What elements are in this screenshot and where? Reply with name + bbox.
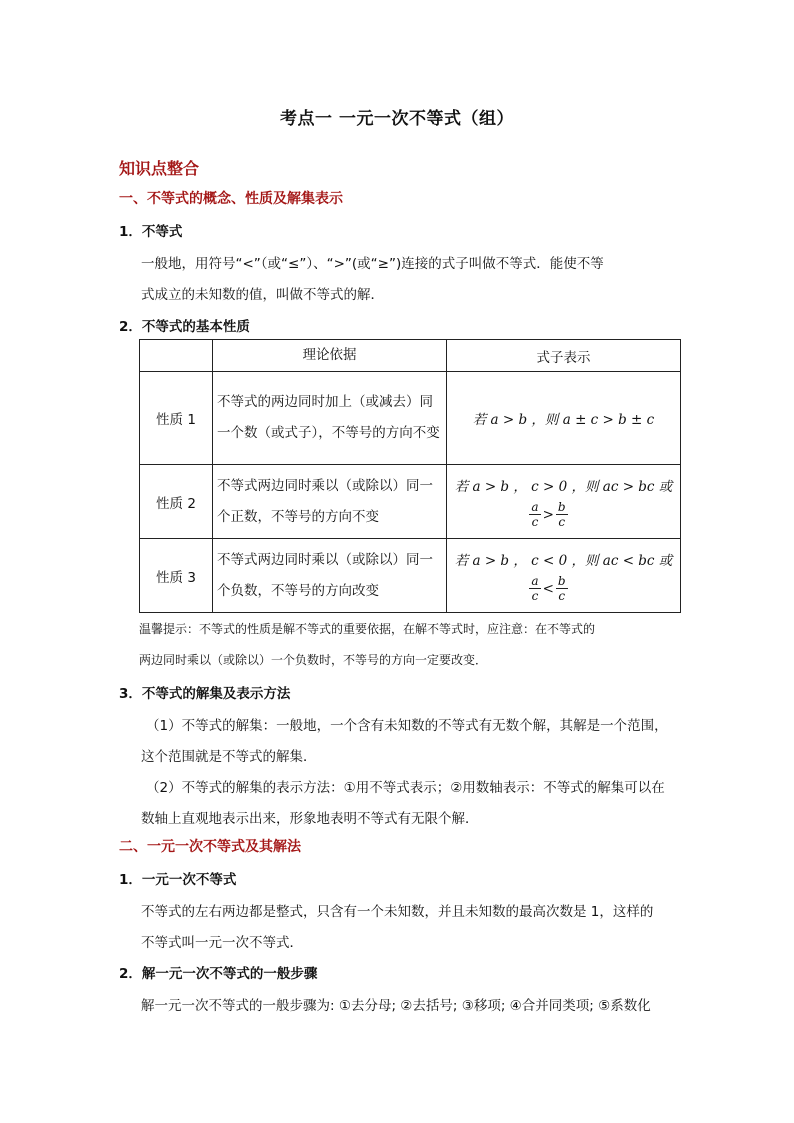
fraction-right: $\frac{b}{c}$ [557, 500, 566, 529]
property-formula [447, 465, 681, 539]
formula-text: 若 a > b ，则 a ± c > b ± c [472, 412, 655, 428]
major-heading: 知识点整合 [119, 159, 200, 178]
section2-heading: 二、一元一次不等式及其解法 [119, 839, 301, 855]
s2-item1-line1: 不等式的左右两边都是整式，只含有一个未知数，并且未知数的最高次数是 1，这样的 [141, 904, 654, 920]
s2-item1-label: 1．一元一次不等式 [119, 872, 237, 888]
table-row [140, 465, 681, 539]
property-name: 性质 2 [140, 465, 213, 539]
formula-fraction [451, 574, 646, 603]
properties-table [139, 339, 681, 613]
item1-line1: 一般地，用符号“<”（或“≤”）、“>”(或“≥”)连接的式子叫做不等式．能使不等 [141, 256, 604, 272]
property-formula [447, 539, 681, 613]
item1-label: 1．不等式 [119, 224, 183, 240]
section1-heading: 一、不等式的概念、性质及解集表示 [119, 191, 343, 207]
header-cell-basis: 理论依据 [213, 340, 447, 372]
header-cell-formula: 式子表示 [447, 340, 681, 372]
tip-line1: 温馨提示：不等式的性质是解不等式的重要依据，在解不等式时，应注意：在不等式的 [139, 622, 596, 636]
item3-p2-line2: 数轴上直观地表示出来，形象地表明不等式有无限个解． [141, 811, 479, 827]
s2-item2-line1: 解一元一次不等式的一般步骤为: ①去分母; ②去括号; ③移项; ④合并同类项; ⑤系数化 [141, 998, 651, 1014]
property-basis: 不等式两边同时乘以（或除以）同一个负数，不等号的方向改变 [213, 539, 447, 613]
item3-p1-line2: 这个范围就是不等式的解集． [141, 749, 317, 765]
formula-text: 若 a > b ， c < 0 ，则 ac < bc 或 [454, 553, 673, 569]
fraction-left: $\frac{a}{c}$ [531, 574, 539, 603]
property-basis: 不等式两边同时乘以（或除以）同一个正数，不等号的方向不变 [213, 465, 447, 539]
page-title: 考点一 一元一次不等式（组） [280, 109, 514, 129]
fraction-operator: > [542, 506, 554, 523]
fraction-right: $\frac{b}{c}$ [557, 574, 566, 603]
header-cell-empty [140, 340, 213, 372]
item3-label: 3．不等式的解集及表示方法 [119, 686, 291, 702]
s2-item1-line2: 不等式叫一元一次不等式． [141, 935, 303, 951]
property-name: 性质 1 [140, 372, 213, 465]
table-row [140, 539, 681, 613]
table-header-row [140, 340, 681, 372]
table-row [140, 372, 681, 465]
item3-p2-line1: （2）不等式的解集的表示方法：①用不等式表示；②用数轴表示：不等式的解集可以在 [146, 780, 665, 796]
s2-item2-label: 2．解一元一次不等式的一般步骤 [119, 966, 318, 982]
property-formula [447, 372, 681, 465]
fraction-operator: < [542, 580, 554, 597]
property-basis: 不等式的两边同时加上（或减去）同一个数（或式子），不等号的方向不变 [213, 372, 447, 465]
item2-label: 2．不等式的基本性质 [119, 319, 250, 335]
property-name: 性质 3 [140, 539, 213, 613]
item1-line2: 式成立的未知数的值，叫做不等式的解． [141, 287, 384, 303]
formula-fraction [451, 500, 646, 529]
formula-text: 若 a > b ， c > 0 ，则 ac > bc 或 [454, 479, 673, 495]
tip-line2: 两边同时乘以（或除以）一个负数时，不等号的方向一定要改变． [139, 653, 488, 667]
item3-p1-line1: （1）不等式的解集：一般地，一个含有未知数的不等式有无数个解，其解是一个范围， [146, 718, 668, 734]
fraction-left: $\frac{a}{c}$ [531, 500, 539, 529]
